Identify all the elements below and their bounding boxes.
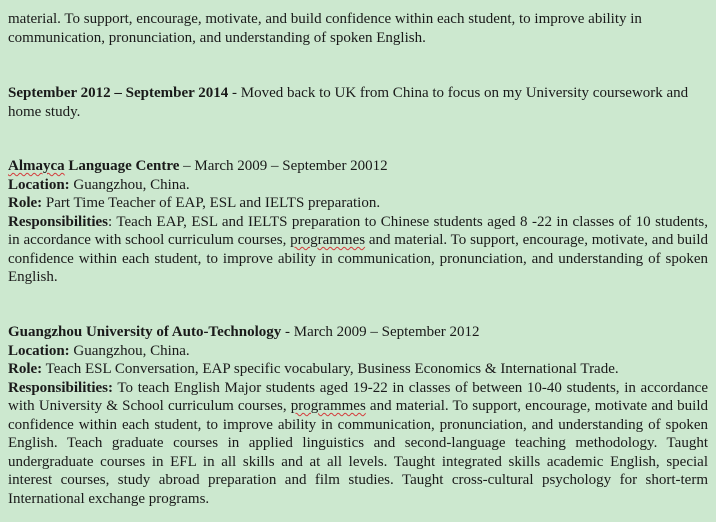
almayca-resp-label: Responsibilities xyxy=(8,213,109,230)
almayca-location xyxy=(8,176,708,195)
guangzhou-resp-a: To teach English Major students aged 19-22 in classes of between 10-40 students, in accordance with University & School curriculum courses, xyxy=(8,379,708,414)
almayca-entry xyxy=(8,157,708,287)
intro-text: material. To support, encourage, motivate, and build confidence within each student, to improve ability in communication, pronunciation, and understanding of spoken English. xyxy=(8,11,642,46)
almayca-name: Language Centre xyxy=(64,158,180,174)
gap-paragraph xyxy=(8,84,708,121)
guangzhou-location xyxy=(8,342,708,361)
guangzhou-location-value: Guangzhou, China. xyxy=(69,342,190,359)
guangzhou-role-value: Teach ESL Conversation, EAP specific vocabulary, Business Economics & International Trade. xyxy=(42,361,619,377)
almayca-role-value: Part Time Teacher of EAP, ESL and IELTS preparation. xyxy=(42,195,381,211)
guangzhou-resp-spellcheck: programmes xyxy=(290,398,366,414)
intro-paragraph xyxy=(8,10,708,47)
almayca-heading xyxy=(8,157,708,176)
guangzhou-role-label: Role: xyxy=(8,361,43,377)
almayca-resp-a: : Teach EAP, ESL and IELTS preparation to Chinese students aged 8 -22 in classes of 10 students, in accordance with school curriculum courses, xyxy=(8,213,708,248)
almayca-location-value: Guangzhou, China. xyxy=(69,176,190,193)
guangzhou-responsibilities xyxy=(8,379,708,509)
almayca-location-label: Location: xyxy=(8,176,70,193)
almayca-dates: – March 2009 – September 20012 xyxy=(179,158,388,174)
gap-text: - Moved back to UK from China to focus on my University coursework and home study. xyxy=(8,85,689,120)
almayca-name-spellcheck: Almayca xyxy=(8,158,65,174)
almayca-resp-b: and material. To support, encourage, motivate, and build confidence within each student, to improve ability in communication, pronunciation, and understanding of spoken English. xyxy=(8,232,708,285)
guangzhou-resp-label: Responsibilities: xyxy=(8,379,114,396)
guangzhou-location-label: Location: xyxy=(8,342,70,359)
guangzhou-entry xyxy=(8,323,708,508)
guangzhou-resp-b: and material. To support, encourage, motivate and build confidence within each student, to improve ability in communication, pronunciation, and understanding of spoken English. Teach graduate courses in applied linguistics and second-language teaching methodology. Taught undergraduate courses in EFL in all skills and at all levels. Taught integrated skills academic English, special interest courses, study abroad preparation and film studies. Taught cross-cultural psychology for short-term International exchange programs. xyxy=(8,398,708,507)
almayca-responsibilities xyxy=(8,213,708,287)
guangzhou-heading xyxy=(8,323,708,342)
almayca-resp-spellcheck: programmes xyxy=(290,232,366,248)
guangzhou-dates: - March 2009 – September 2012 xyxy=(281,324,480,340)
gap-dates: September 2012 – September 2014 xyxy=(8,85,229,101)
guangzhou-name: Guangzhou University of Auto-Technology xyxy=(8,324,282,340)
almayca-role-label: Role: xyxy=(8,195,43,211)
guangzhou-role xyxy=(8,360,708,379)
almayca-role xyxy=(8,194,708,213)
